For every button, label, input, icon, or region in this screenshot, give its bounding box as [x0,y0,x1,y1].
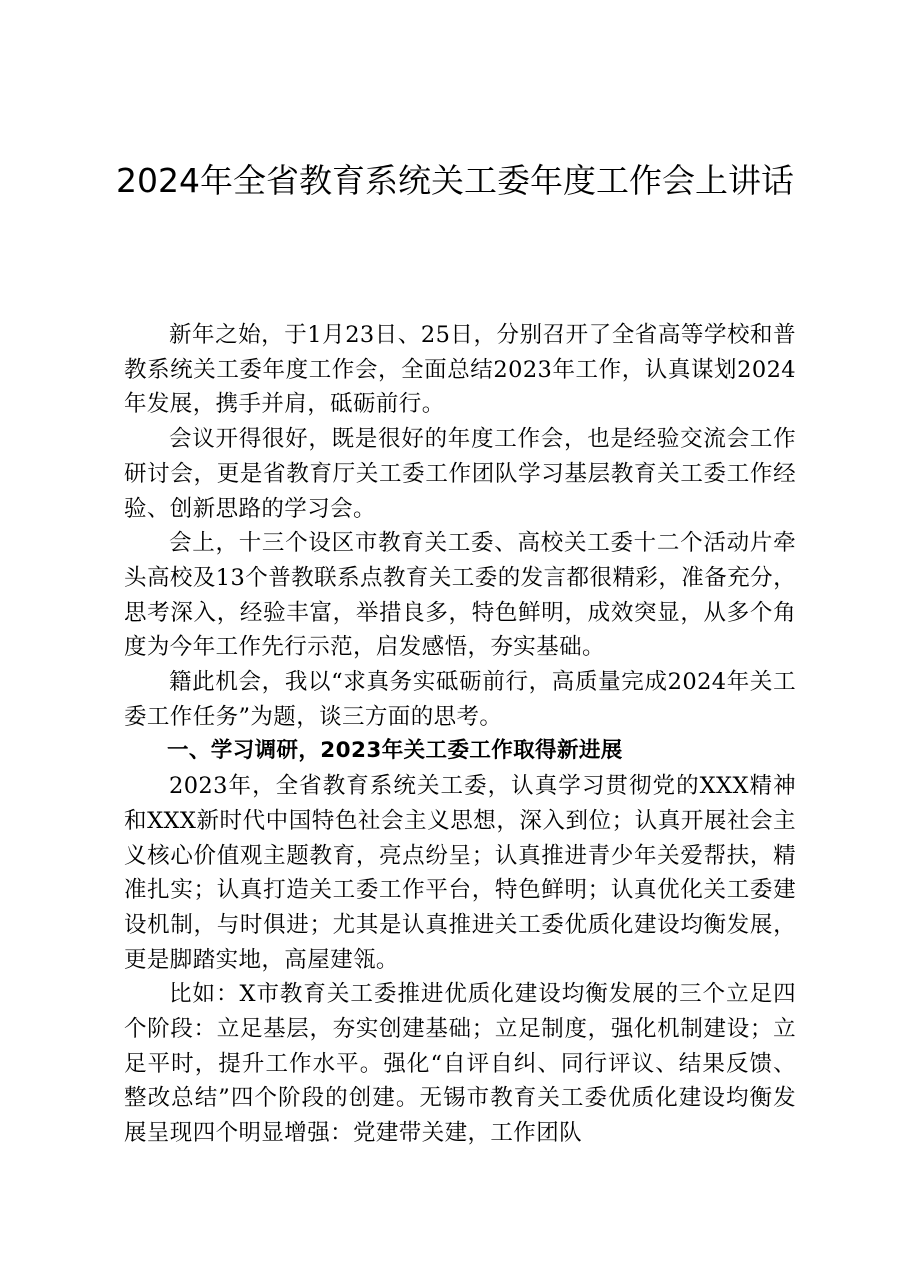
section-heading: 一、学习调研，2023年关工委工作取得新进展 [167,738,623,764]
document-title: 2024年全省教育系统关工委年度工作会上讲话 [116,161,794,200]
document-body [124,318,796,1151]
paragraph: 比如：X市教育关工委推进优质化建设均衡发展的三个立足四个阶段：立足基层，夯实创建基础；立足制度，强化机制建设；立足平时，提升工作水平。强化“自评自纠、同行评议、结果反馈、整改总结”四个阶段的创建。无锡市教育关工委优质化建设均衡发展呈现四个明显增强：党建带关建，工作团队 [124,981,796,1147]
paragraph: 新年之始，于1月23日、25日，分别召开了全省高等学校和普教系统关工委年度工作会，全面总结2023年工作，认真谋划2024年发展，携手并肩，砥砺前行。 [124,322,796,418]
paragraph: 籍此机会，我以“求真务实砥砺前行，高质量完成2024年关工委工作任务”为题，谈三方面的思考。 [124,669,796,730]
paragraph: 会议开得很好，既是很好的年度工作会，也是经验交流会工作研讨会，更是省教育厅关工委工作团队学习基层教育关工委工作经验、创新思路的学习会。 [124,426,796,522]
paragraph: 会上，十三个设区市教育关工委、高校关工委十二个活动片牵头高校及13个普教联系点教育关工委的发言都很精彩，准备充分，思考深入，经验丰富，举措良多，特色鲜明，成效突显，从多个角度为今年工作先行示范，启发感悟，夯实基础。 [124,530,796,661]
paragraph: 2023年，全省教育系统关工委，认真学习贯彻党的XXX精神和XXX新时代中国特色社会主义思想，深入到位；认真开展社会主义核心价值观主题教育，亮点纷呈；认真推进青少年关爱帮扶，精准扎实；认真打造关工委工作平台，特色鲜明；认真优化关工委建设机制，与时俱进；尤其是认真推进关工委优质化建设均衡发展，更是脚踏实地，高屋建瓴。 [124,773,796,973]
